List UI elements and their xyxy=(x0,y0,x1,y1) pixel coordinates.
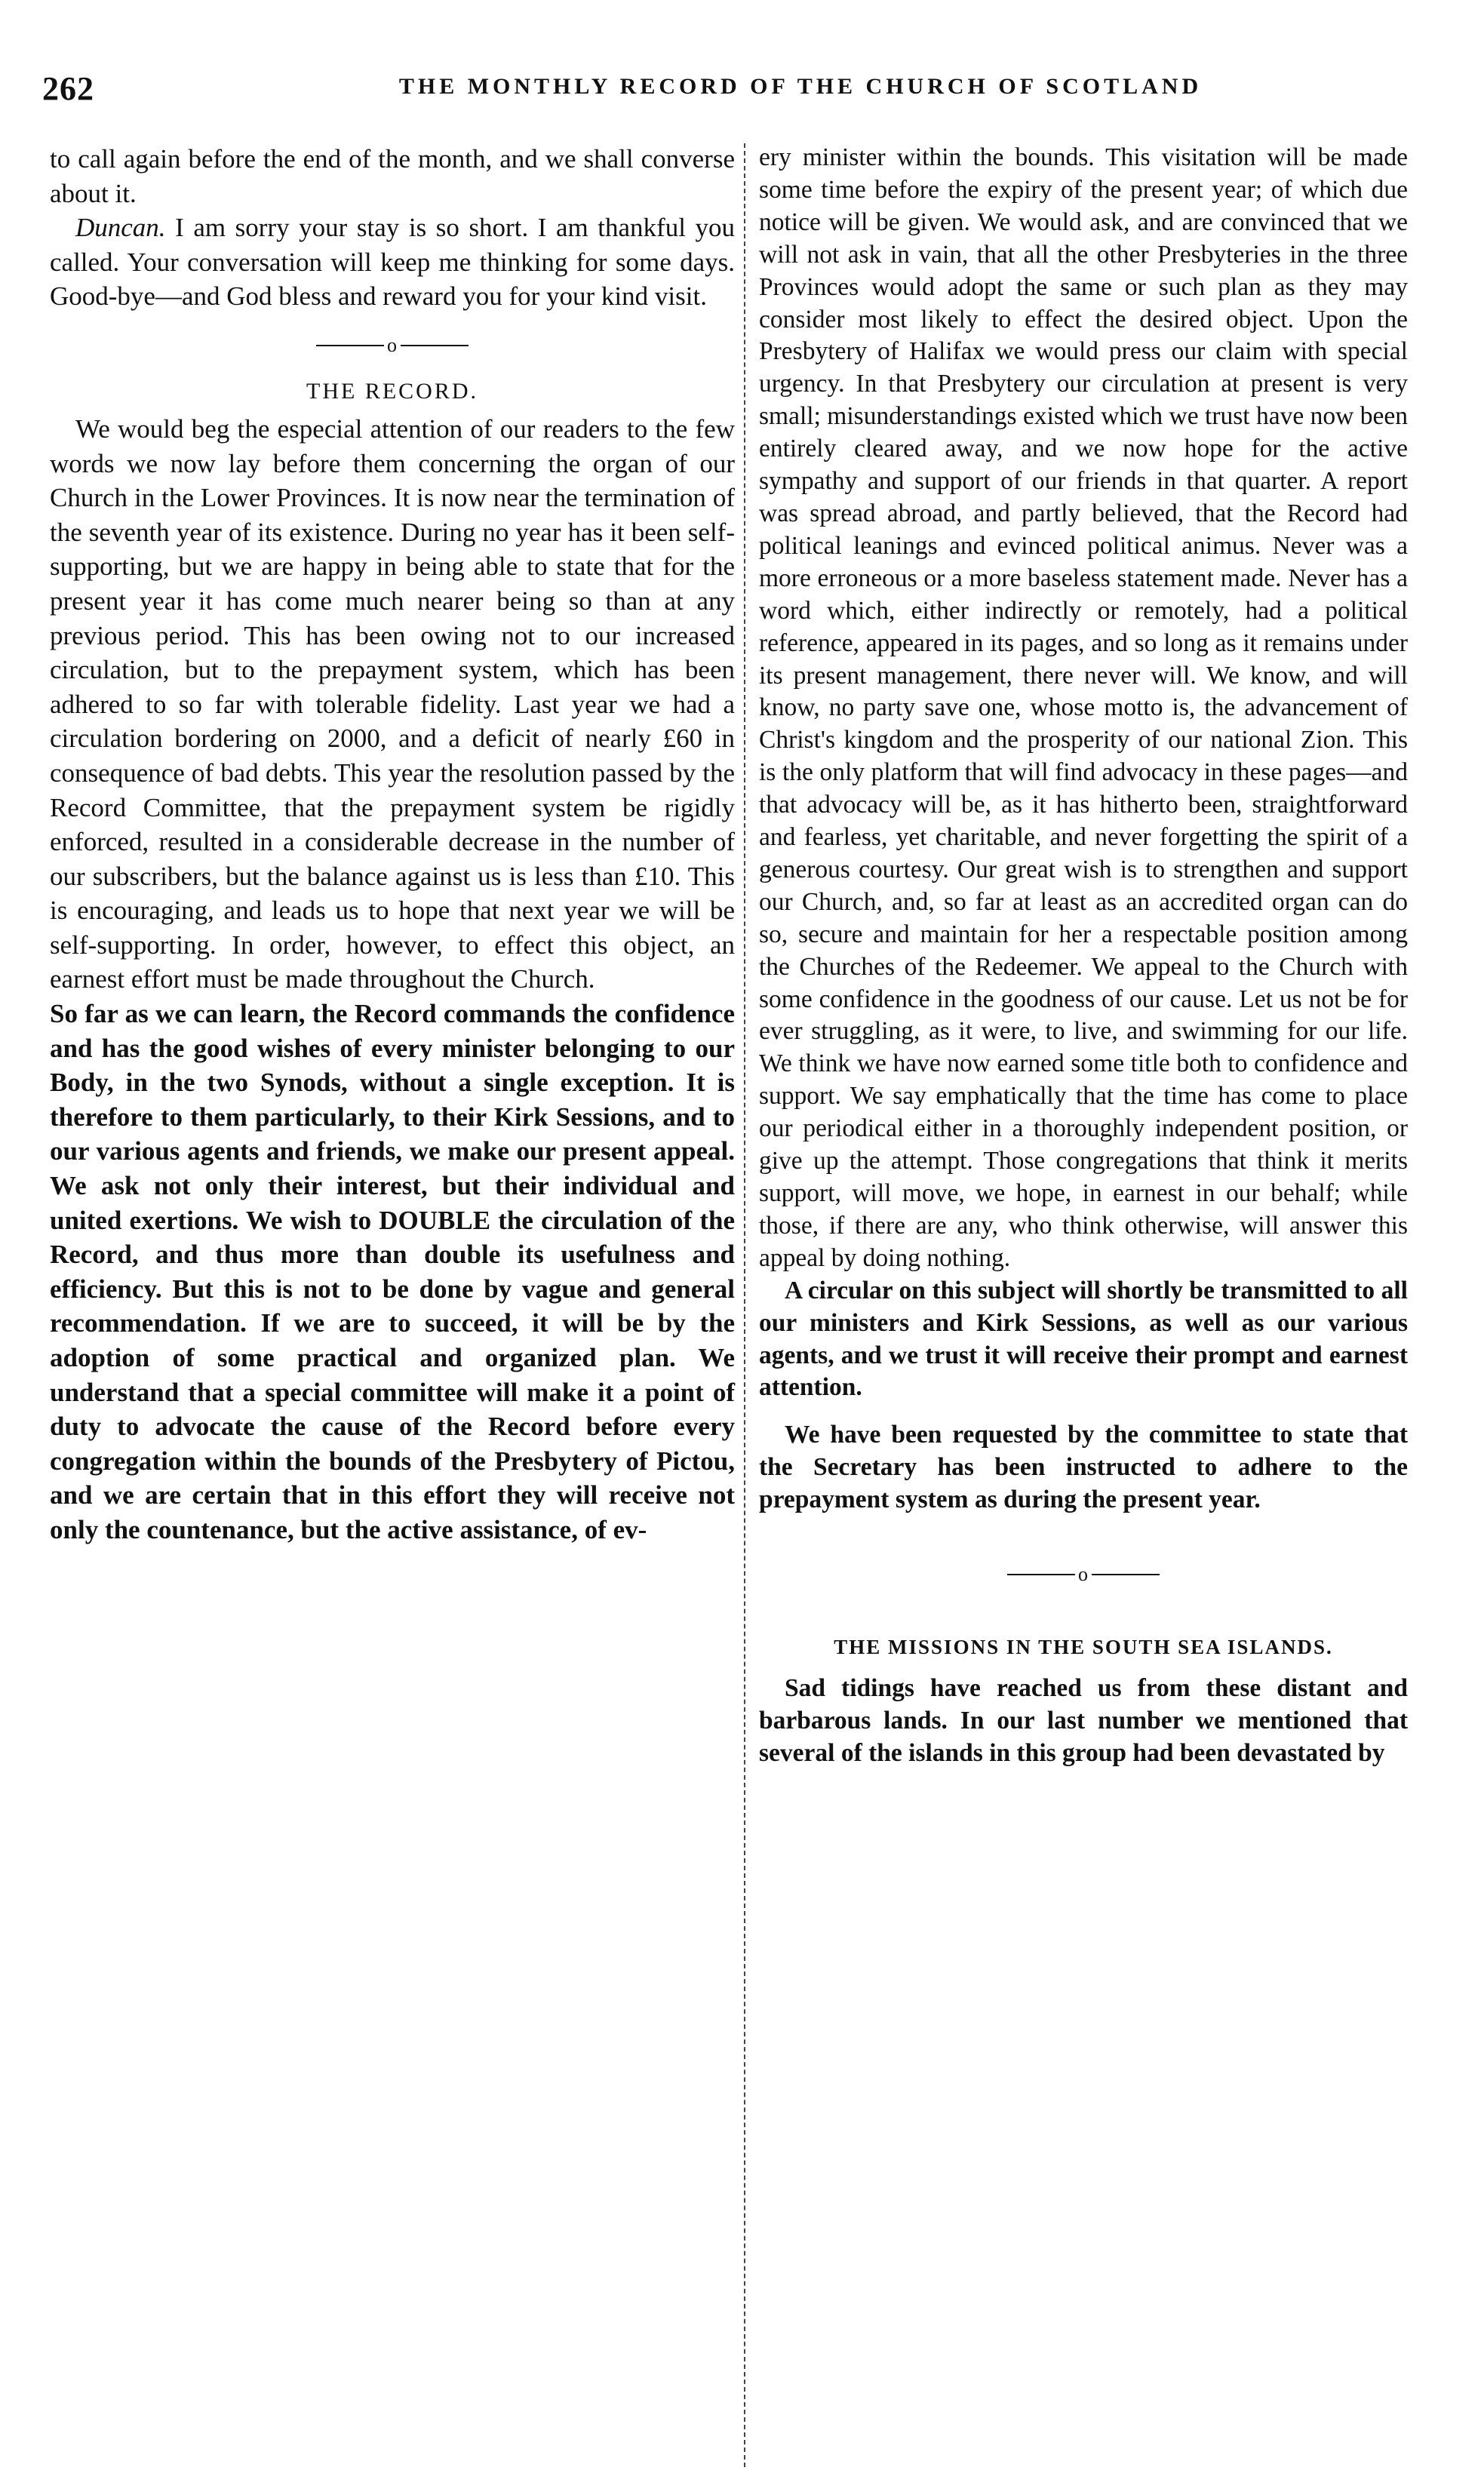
right-column xyxy=(759,142,1408,1770)
section-title-record: THE RECORD. xyxy=(306,378,478,404)
record-paragraph-2: So far as we can learn, the Record commands the confidence and has the good wishes of every minister belonging to our Body, in the two Synods, without a single exception. It is therefore to them particularly, to their Kirk Sessions, and to our various agents and friends, we make our present appeal. We ask not only their interest, but their individual and united exertions. We wish to DOUBLE the circulation of the Record, and thus more than double its usefulness and efficiency. But this is not to be done by vague and general recommendation. If we are to succeed, it will be by the adoption of some practical and organized plan. We understand that a special committee will make it a point of duty to advocate the cause of the Record before every congregation within the bounds of the Presbytery of Pictou, and we are certain that in this effort they will receive not only the countenance, but the active assistance, of ev- xyxy=(50,999,735,1544)
record-paragraph-continued: ery minister within the bounds. This visitation will be made some time before the expiry of the present year; of which due notice will be given. We would ask, and are convinced that we will not ask in vain, that all the other Presbyteries in the three Provinces would adopt the same or such plan as they may consider most likely to effect the desired object. Upon the Presbytery of Halifax we would press our claim with special urgency. In that Presbytery our circulation at present is very small; misunderstandings existed which we trust have now been entirely cleared away, and we now hope for the active sympathy and support of our friends in that quarter. A report was spread abroad, and partly believed, that the Record had political leanings and evinced political animus. Never was a more erroneous or a more baseless statement made. Never has a word which, either indirectly or remotely, had a political reference, appeared in its pages, and so long as it remains under its present management, there never will. We know, and will know, no party save one, whose motto is, the advancement of Christ's kingdom and the prosperity of our national Zion. This is the only platform that will find advocacy in these pages—and that advocacy will be, as it has hitherto been, straightforward and fearless, yet charitable, and never forgetting the spirit of a generous courtesy. Our great wish is to strengthen and support our Church, and, so far at least as an accredited organ can do so, secure and maintain for her a respectable position among the Churches of the Redeemer. We appeal to the Church with some confidence in the goodness of our cause. Let us not be for ever struggling, as it were, to live, and swimming for our life. We think we have now earned some title both to confidence and support. We say emphatically that the time has come to place our periodical either in a thoroughly independent position, or give up the attempt. Those congregations that think it merits support, will move, we hope, in earnest in our behalf; while those, if there are any, who think otherwise, will answer this appeal by doing nothing. xyxy=(759,143,1408,1272)
ornament-rule xyxy=(1007,1574,1075,1575)
dialogue-end: to call again before the end of the month, and we shall converse about it. xyxy=(50,144,735,208)
record-paragraph-1: We would beg the especial attention of our readers to the few words we now lay before them concerning the organ of our Church in the Lower Provinces. It is now near the termination of the seventh year of its existence. During no year has it been self-supporting, but we are happy in being able to state that for the present year it has come much nearer being so than at any previous period. This has been owing not to our increased circulation, but to the prepayment system, which has been adhered to so far with tolerable fidelity. Last year we had a circulation bordering on 2000, and a deficit of nearly £60 in consequence of bad debts. This year the resolution passed by the Record Committee, that the prepayment system be rigidly enforced, resulted in a considerable decrease in the number of our subscribers, but the balance against us is less than £10. This is encouraging, and leads us to hope that next year we will be self-supporting. In order, however, to effect this object, an earnest effort must be made throughout the Church. xyxy=(50,413,735,994)
ornament-circle: o xyxy=(1078,1562,1089,1585)
circular-paragraph: A circular on this subject will shortly be transmitted to all our ministers and Kirk Sessions, as well as our various agents, and we trust it will receive their prompt and earnest attention. xyxy=(759,1276,1408,1402)
missions-paragraph: Sad tidings have reached us from these distant and barbarous lands. In our last number we mentioned that several of the islands in this group had been devastated by xyxy=(759,1674,1408,1767)
closing-text: I am sorry your stay is so short. I am thankful you called. Your conversation will keep me thinking for some days. Good-bye—and God bless and reward you for your kind visit. xyxy=(50,213,736,312)
speaker-name: Duncan. xyxy=(75,213,166,243)
page-header xyxy=(42,69,1446,115)
ornament-circle: o xyxy=(387,333,398,356)
committee-paragraph: We have been requested by the committee to state that the Secretary has been instructed to adhere to the prepayment system as during the present year. xyxy=(759,1421,1408,1514)
ornament-rule xyxy=(1092,1574,1160,1575)
section-ornament xyxy=(50,314,735,374)
running-head: THE MONTHLY RECORD OF THE CHURCH OF SCOTLAND xyxy=(398,74,1203,99)
left-column xyxy=(50,142,735,1547)
ornament-rule xyxy=(316,345,384,346)
section-title-missions: THE MISSIONS IN THE SOUTH SEA ISLANDS. xyxy=(834,1636,1333,1659)
column-divider xyxy=(744,143,745,2467)
ornament-rule xyxy=(401,345,469,346)
page-number: 262 xyxy=(42,70,94,107)
section-ornament-right xyxy=(759,1516,1408,1630)
dialogue-closing xyxy=(50,210,735,314)
